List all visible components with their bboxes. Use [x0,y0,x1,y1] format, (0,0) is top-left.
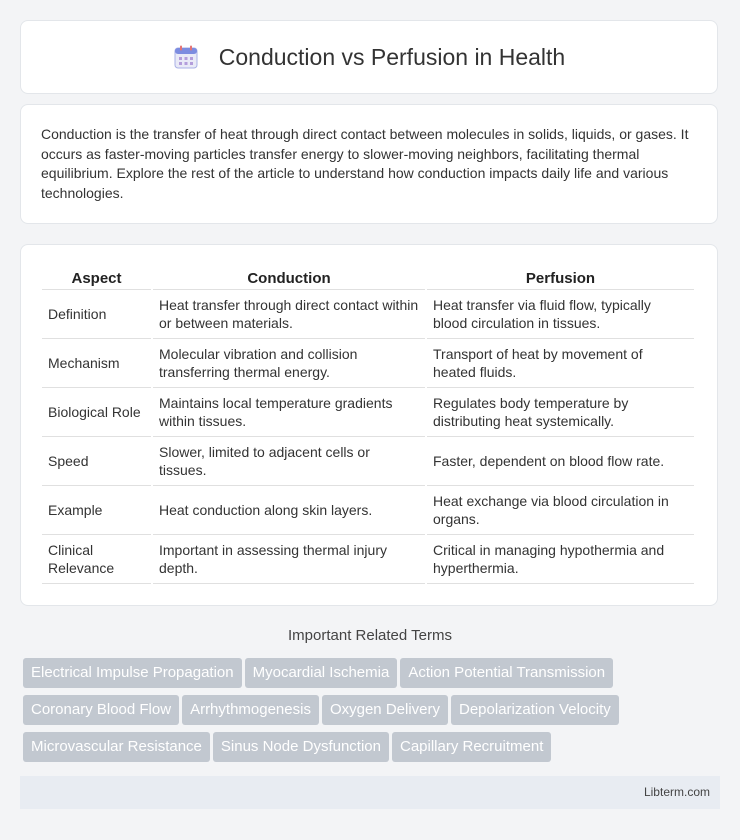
cell-aspect: Speed [42,436,151,485]
cell-aspect: Mechanism [42,338,151,387]
cell-perfusion: Critical in managing hypothermia and hyperthermia. [427,534,694,584]
table-row [42,289,694,338]
cell-aspect: Example [42,485,151,534]
footer [20,776,720,809]
cell-perfusion: Transport of heat by movement of heated fluids. [427,338,694,387]
related-term-tag[interactable]: Coronary Blood Flow [23,695,179,725]
related-term-tag[interactable]: Capillary Recruitment [392,732,551,762]
related-term-tag[interactable]: Myocardial Ischemia [245,658,398,688]
cell-conduction: Important in assessing thermal injury depth. [153,534,425,584]
related-term-tag[interactable]: Action Potential Transmission [400,658,613,688]
cell-conduction: Maintains local temperature gradients within tissues. [153,387,425,436]
comparison-table [40,267,696,584]
cell-aspect: Definition [42,289,151,338]
related-term-tag[interactable]: Sinus Node Dysfunction [213,732,389,762]
cell-perfusion: Faster, dependent on blood flow rate. [427,436,694,485]
related-terms-list [23,658,703,769]
related-term-tag[interactable]: Arrhythmogenesis [182,695,319,725]
cell-conduction: Heat transfer through direct contact within or between materials. [153,289,425,338]
header-card [20,20,718,94]
related-terms-title: Important Related Terms [288,627,452,644]
related-term-tag[interactable]: Oxygen Delivery [322,695,448,725]
cell-perfusion: Heat exchange via blood circulation in organs. [427,485,694,534]
related-term-tag[interactable]: Microvascular Resistance [23,732,210,762]
cell-conduction: Heat conduction along skin layers. [153,485,425,534]
related-term-tag[interactable]: Electrical Impulse Propagation [23,658,242,688]
intro-text: Conduction is the transfer of heat through direct contact between molecules in solids, liquids, or gases. It occurs as faster-moving particles transfer energy to slower-moving neighbors, facilitating thermal equilibrium. Explore the rest of the article to understand how conduction impacts daily life and various technologies. [41,126,689,201]
table-row [42,534,694,584]
related-term-tag[interactable]: Depolarization Velocity [451,695,619,725]
table-row [42,485,694,534]
header-aspect: Aspect [71,269,122,287]
table-row [42,436,694,485]
cell-perfusion: Regulates body temperature by distributing heat systemically. [427,387,694,436]
page-title: Conduction vs Perfusion in Health [218,43,566,70]
cell-conduction: Slower, limited to adjacent cells or tissues. [153,436,425,485]
intro-card [20,104,718,224]
cell-aspect: Biological Role [42,387,151,436]
footer-site-link[interactable]: Libterm.com [643,785,710,799]
header-perfusion: Perfusion [525,269,596,287]
table-header-row [42,267,694,289]
cell-perfusion: Heat transfer via fluid flow, typically blood circulation in tissues. [427,289,694,338]
table-row [42,338,694,387]
table-row [42,387,694,436]
cell-conduction: Molecular vibration and collision transferring thermal energy. [153,338,425,387]
calendar-icon [173,44,199,70]
header-conduction: Conduction [247,269,331,287]
cell-aspect: Clinical Relevance [42,534,151,584]
comparison-table-card [20,244,718,606]
